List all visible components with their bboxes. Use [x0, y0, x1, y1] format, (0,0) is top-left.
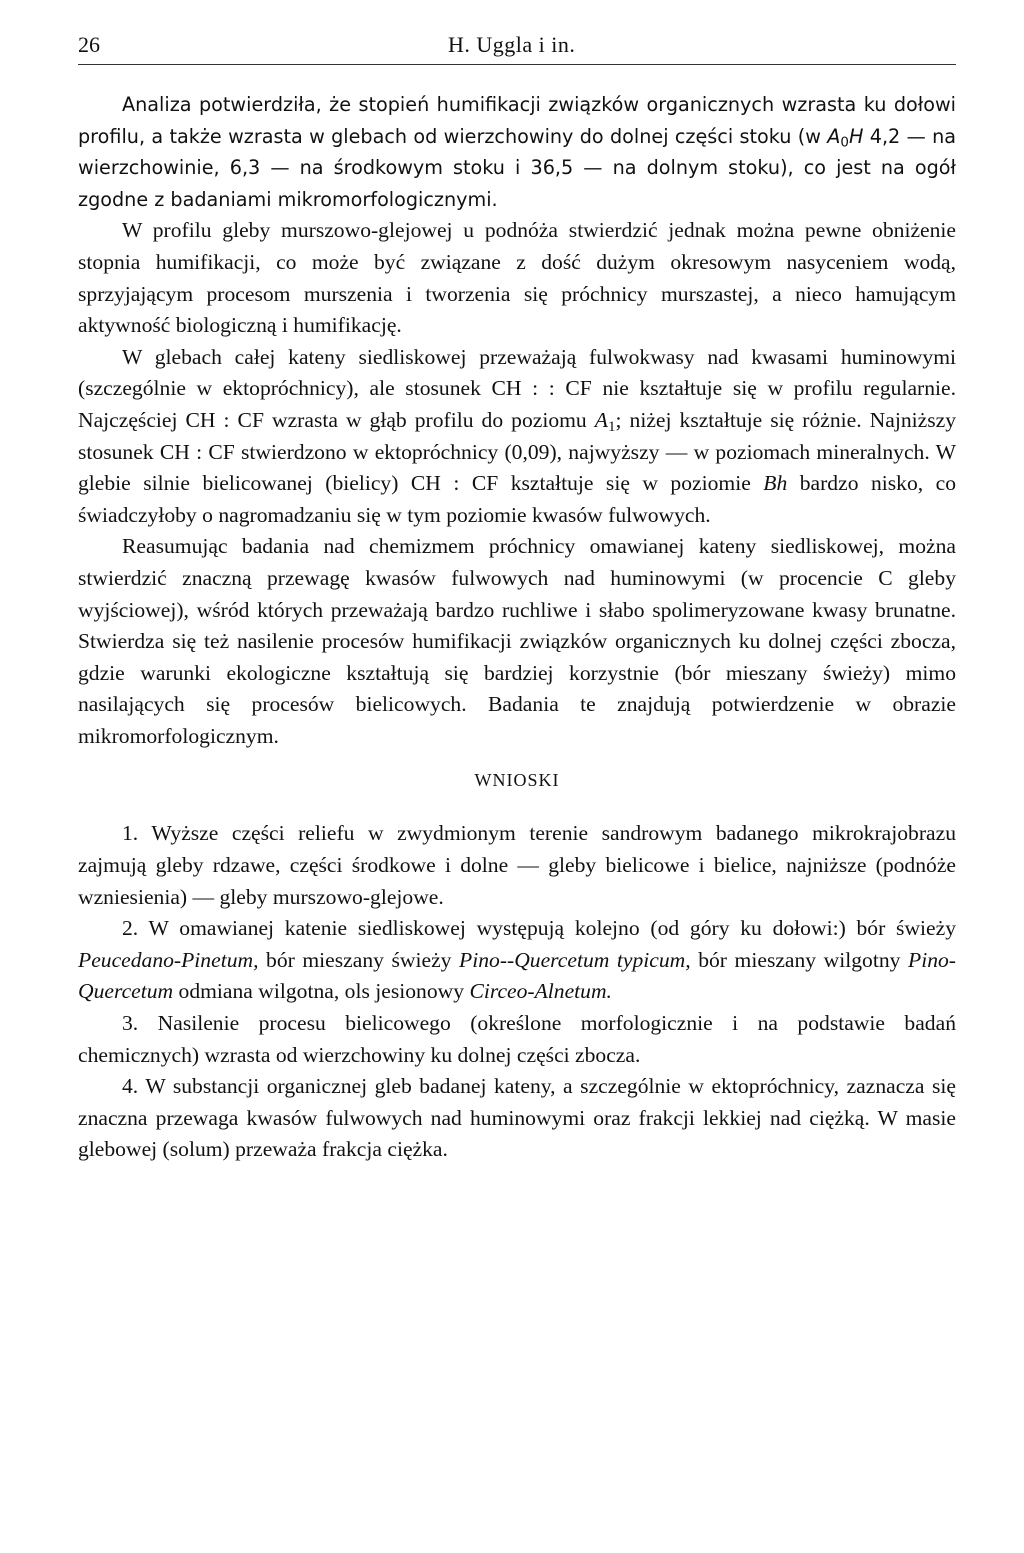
text-run: Bh	[763, 471, 788, 496]
body-text	[78, 89, 956, 752]
paragraph-humification-analysis	[78, 89, 956, 215]
text-run: ; niżej kształtuje się różnie. Najniższy stosunek CH : CF stwierdzono w ektopróchnicy (0,09), najwyższy — w poziomach mineralnych. W glebie silnie bielicowanej (bielicy) CH : CF kształtuje się w poziomie	[78, 407, 957, 496]
text-run: Analiza potwierdziła, że stopień humifikacji związków organicznych wzrasta ku dołowi profilu, a także wzrasta w glebach od wierzchowiny do dolnej części stoku (w	[78, 93, 956, 148]
text-run: 1. Wyższe części reliefu w zwydmionym terenie sandrowym badanego mikrokrajobrazu zajmują gleby rdzawe, części środkowe i dolne — gleby bielicowe i bielice, najniższe (podnóże wzniesienia) — gleby murszowo-glejowe.	[78, 821, 956, 909]
text-run: bardzo nisko, co świadczyłoby o nagromadzaniu się w tym poziomie kwasów fulwowych.	[78, 471, 956, 527]
page-number: 26	[78, 32, 100, 57]
text-run: A	[594, 407, 608, 432]
text-run: odmiana wilgotna, ols jesionowy	[173, 979, 470, 1004]
conclusion-item-4	[78, 1071, 956, 1166]
text-run: W profilu gleby murszowo-glejowej u podnóża stwierdzić jednak można pewne obniżenie stopnia humifikacji, co może być związane z dość dużym okresowym nasyceniem wodą, sprzyjającym procesom murszenia i tworzenia się próchnicy murszastej, a nieco hamującym aktywność biologiczną i humifikację.	[78, 218, 956, 338]
conclusion-item-1	[78, 818, 956, 913]
text-run: Peucedano-Pinetum,	[78, 947, 259, 972]
paragraph-fulvic-acids-ratio	[78, 342, 956, 532]
text-run: 3. Nasilenie procesu bielicowego (określone morfologicznie i na podstawie badań chemicznych) wzrasta od wierzchowiny ku dolnej części zbocza.	[78, 1011, 956, 1067]
section-title-conclusions: WNIOSKI	[474, 770, 560, 791]
text-run: H	[848, 124, 864, 148]
conclusions-list	[78, 818, 956, 1166]
text-run: 1	[607, 418, 616, 435]
header-rule	[78, 64, 956, 65]
text-run: Pino--Quercetum typicum,	[459, 947, 691, 972]
page-header	[78, 30, 956, 60]
text-run: A	[827, 124, 841, 148]
text-run: 4,2 — na wierzchowinie, 6,3 — na środkowym stoku i 36,5 — na dolnym stoku), co jest na ogół zgodne z badaniami mikromorfologicznymi.	[78, 124, 957, 211]
text-run: Pino-Quercetum	[78, 947, 956, 1004]
text-run: 4. W substancji organicznej gleb badanej kateny, a szczególnie w ektopróchnicy, zaznacza się znaczna przewaga kwasów fulwowych nad huminowymi oraz frakcji lekkiej nad ciężką. W masie glebowej (solum) przeważa frakcja ciężka.	[78, 1074, 956, 1162]
text-run: Circeo-Alnetum.	[469, 979, 612, 1004]
text-run: bór mieszany wilgotny	[690, 947, 909, 972]
paragraph-summary	[78, 531, 956, 752]
text-run: 2. W omawianej katenie siedliskowej występują kolejno (od góry ku dołowi:) bór świeży	[122, 916, 956, 941]
conclusion-item-2	[78, 913, 956, 1008]
text-run: Reasumując badania nad chemizmem próchnicy omawianej kateny siedliskowej, można stwierdzić znaczną przewagę kwasów fulwowych nad huminowymi (w procencie C gleby wyjściowej), wśród których przeważają bardzo ruchliwe i słabo spolimeryzowane kwasy brunatne. Stwierdza się też nasilenie procesów humifikacji związków organicznych ku dolnej części zbocza, gdzie warunki ekologiczne kształtują się bardziej korzystnie (bór mieszany świeży) mimo nasilających się procesów bielicowych. Badania te znajdują potwierdzenie w obrazie mikromorfologicznym.	[78, 534, 956, 748]
text-run: W glebach całej kateny siedliskowej przeważają fulwokwasy nad kwasami huminowymi (szczególnie w ektopróchnicy), ale stosunek CH : : CF nie kształtuje się w profilu regularnie. Najczęściej CH : CF wzrasta w głąb profilu do poziomu	[78, 344, 956, 432]
text-run: bór mieszany świeży	[258, 947, 460, 972]
conclusion-item-3	[78, 1008, 956, 1071]
paragraph-murszowo-glejowa-profile	[78, 215, 956, 341]
text-run: 0	[840, 134, 849, 150]
running-head: H. Uggla i in.	[448, 32, 576, 57]
